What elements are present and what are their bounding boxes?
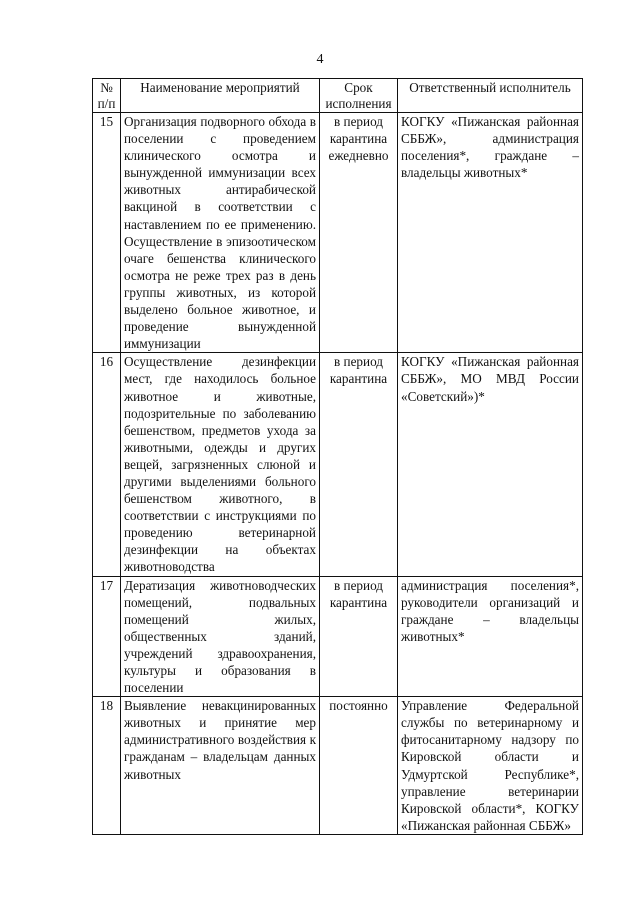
measure-name: Дератизация животноводческих помещений, подвальных помещений жилых, общественных зданий, учреждений здравоохранения, культуры и образования в поселении xyxy=(121,576,320,697)
measure-responsible: администрация поселения*, руководители организаций и граждане – владельцы животных* xyxy=(398,576,583,697)
measures-table xyxy=(92,78,583,835)
row-number: 15 xyxy=(93,113,121,353)
measure-name: Выявление невакцинированных животных и принятие мер административного воздействия к гражданам – владельцам данных животных xyxy=(121,697,320,835)
header-responsible: Ответственный исполнитель xyxy=(398,79,583,113)
table-row xyxy=(93,353,583,576)
measure-term: постоянно xyxy=(320,697,398,835)
measure-name: Осуществление дезинфекции мест, где находилось больное животное и животные, подозрительные по заболеванию бешенством, предметов ухода за животными, одежды и других вещей, загрязненных слюной и другими выделениями больного бешенством животного, в соответствии с инструкциями по проведению ветеринарной дезинфекции на объектах животноводства xyxy=(121,353,320,576)
table-header-row xyxy=(93,79,583,113)
measure-term: в период карантина xyxy=(320,353,398,576)
row-number: 16 xyxy=(93,353,121,576)
page-number: 4 xyxy=(316,52,324,67)
row-number: 18 xyxy=(93,697,121,835)
measure-term: в период карантина ежедневно xyxy=(320,113,398,353)
measure-responsible: КОГКУ «Пижанская районная СББЖ», МО МВД России «Советский»)* xyxy=(398,353,583,576)
table-row xyxy=(93,697,583,835)
header-term: Срок исполнения xyxy=(320,79,398,113)
measure-name: Организация подворного обхода в поселении с проведением клинического осмотра и вынужденной иммунизации всех животных антирабической вакциной в соответствии с наставлением по ее применению. Осуществление в эпизоотическом очаге бешенства клинического осмотра не реже трех раз в день группы животных, из которой выделено больное животное, и проведение вынужденной иммунизации xyxy=(121,113,320,353)
table-row xyxy=(93,113,583,353)
measure-responsible: Управление Федеральной службы по ветеринарному и фитосанитарному надзору по Кировской области и Удмуртской Республике*, управление ветеринарии Кировской области*, КОГКУ «Пижанская районная СББЖ» xyxy=(398,697,583,835)
table-row xyxy=(93,576,583,697)
row-number: 17 xyxy=(93,576,121,697)
measure-term: в период карантина xyxy=(320,576,398,697)
header-name: Наименование мероприятий xyxy=(121,79,320,113)
measure-responsible: КОГКУ «Пижанская районная СББЖ», администрация поселения*, граждане – владельцы животных* xyxy=(398,113,583,353)
header-num: № п/п xyxy=(93,79,121,113)
